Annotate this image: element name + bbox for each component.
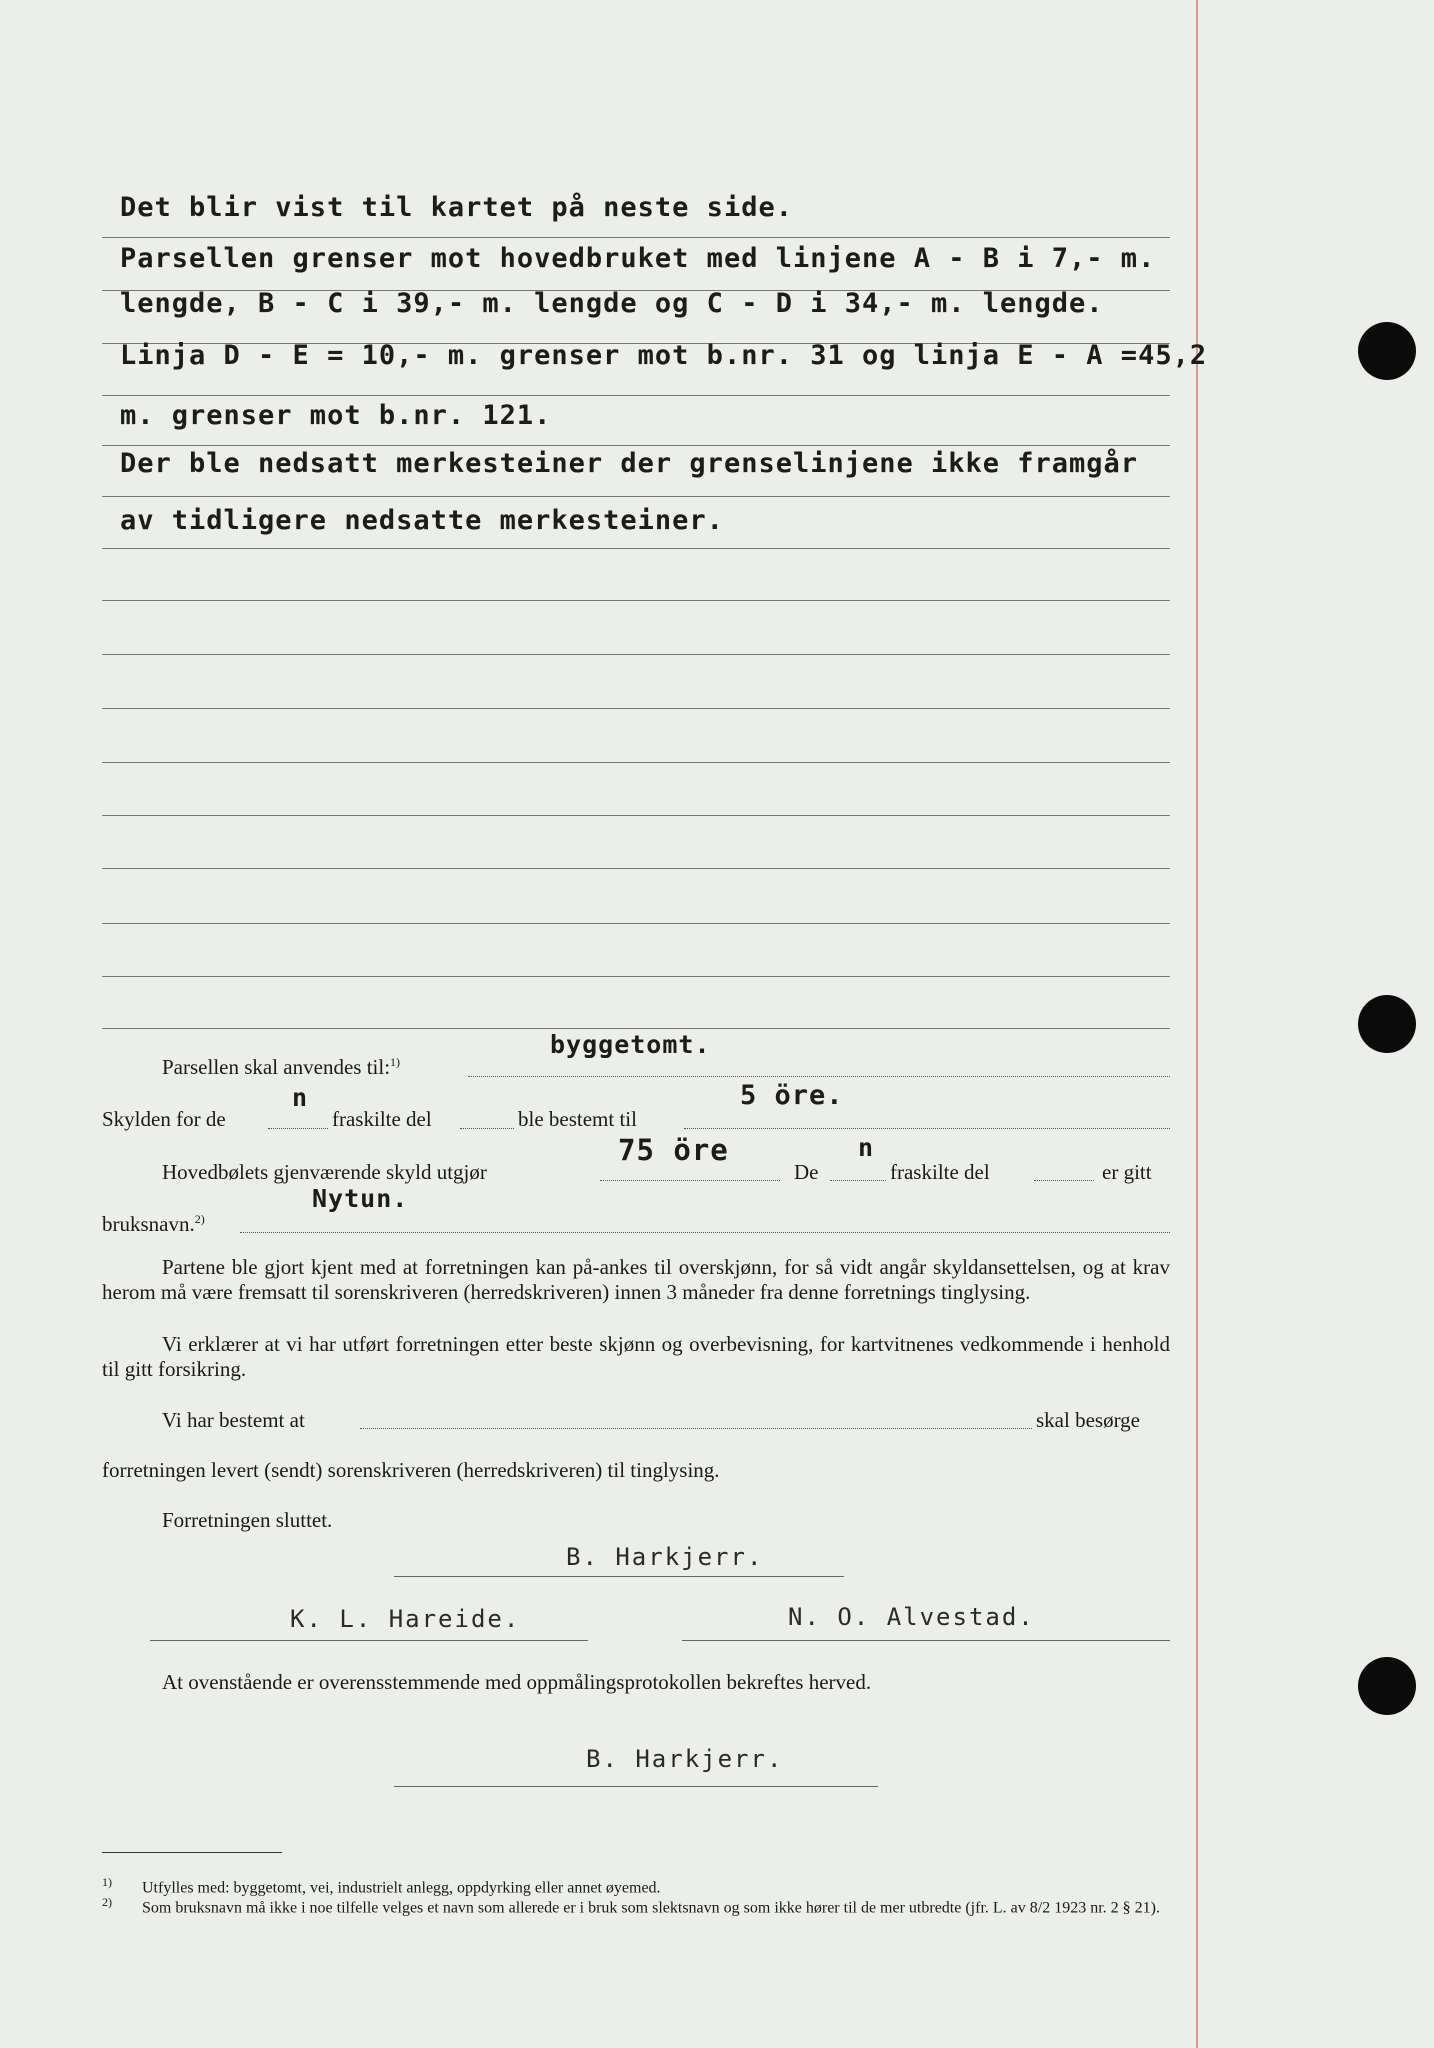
ruled-line <box>102 923 1170 924</box>
ruled-line <box>102 395 1170 396</box>
fill-line <box>600 1180 780 1181</box>
signature-3: N. O. Alvestad. <box>788 1603 1035 1631</box>
fill-line <box>240 1232 1170 1233</box>
besorge-suffix: skal besørge <box>1036 1408 1141 1432</box>
hoved-n: n <box>858 1133 875 1162</box>
signature-line <box>394 1576 844 1577</box>
signature-2: K. L. Hareide. <box>290 1605 521 1633</box>
signature-1: B. Harkjerr. <box>566 1543 764 1571</box>
typed-line: Linja D - E = 10,- m. grenser mot b.nr. 31 og linja E - A =45,2 <box>120 340 1208 371</box>
hoved-fraskilte: fraskilte del <box>890 1160 990 1184</box>
ruled-line <box>102 815 1170 816</box>
paragraph-ankes: Partene ble gjort kjent med at forretningen kan på-ankes til overskjønn, for så vidt angår skyldansettelsen, og at krav herom må være fremsatt til sorenskriveren (herredskriveren) innen 3 måneder fra denne forretnings tinglysing. <box>102 1255 1170 1304</box>
ruled-line <box>102 445 1170 446</box>
fill-line <box>684 1128 1170 1129</box>
fill-line <box>468 1076 1170 1077</box>
signature-line <box>682 1640 1170 1641</box>
hoved-gitt: er gitt <box>1102 1160 1152 1184</box>
signature-4: B. Harkjerr. <box>586 1745 784 1773</box>
hoved-de: De <box>794 1160 819 1184</box>
typed-line: Det blir vist til kartet på neste side. <box>120 192 793 223</box>
hoved-label: Hovedbølets gjenværende skyld utgjør <box>162 1160 487 1184</box>
signature-line <box>394 1786 878 1787</box>
typed-line: av tidligere nedsatte merkesteiner. <box>120 505 724 536</box>
typed-line: Der ble nedsatt merkesteiner der grenselinjene ikke framgår <box>120 448 1139 479</box>
ruled-line <box>102 548 1170 549</box>
fill-line <box>830 1180 886 1181</box>
sluttet-text: Forretningen sluttet. <box>162 1508 333 1532</box>
skyld-n: n <box>292 1083 309 1112</box>
punch-hole <box>1358 322 1416 380</box>
skyld-label: Skylden for de <box>102 1107 226 1131</box>
ruled-line <box>102 868 1170 869</box>
margin-line <box>1196 0 1198 2048</box>
ruled-line <box>102 600 1170 601</box>
anvendes-value: byggetomt. <box>550 1030 711 1059</box>
fill-line <box>268 1128 328 1129</box>
footnote-2: 2) Som bruksnavn må ikke i noe tilfelle velges et navn som allerede er i bruk som slektsnavn og som ikke hører til de mer utbredte (jfr. L. av 8/2 1923 nr. 2 § 21). <box>102 1895 1160 1917</box>
skyld-value: 5 öre. <box>740 1080 844 1111</box>
anvendes-label: Parsellen skal anvendes til:$^{1)}$ <box>162 1055 401 1079</box>
fill-line <box>460 1128 514 1129</box>
typed-line: Parsellen grenser mot hovedbruket med linjene A - B i 7,- m. <box>120 243 1156 274</box>
typed-line: lengde, B - C i 39,- m. lengde og C - D i 34,- m. lengde. <box>120 288 1104 319</box>
footnote-rule <box>102 1852 282 1853</box>
skyld-mid: fraskilte del <box>332 1107 432 1131</box>
ruled-line <box>102 496 1170 497</box>
bruksnavn-value: Nytun. <box>312 1184 409 1213</box>
ruled-line <box>102 762 1170 763</box>
bekreftes-text: At ovenstående er overensstemmende med oppmålingsprotokollen bekreftes herved. <box>162 1670 872 1694</box>
footnote-1: 1) Utfylles med: byggetomt, vei, industrielt anlegg, oppdyrking eller annet øyemed. <box>102 1875 661 1897</box>
paragraph-erklaerer: Vi erklærer at vi har utført forretningen etter beste skjønn og overbevisning, for kartvitnenes vedkommende i henhold til gitt forsikring. <box>102 1332 1170 1381</box>
punch-hole <box>1358 1657 1416 1715</box>
signature-line <box>150 1640 588 1641</box>
fill-line <box>360 1428 1032 1429</box>
typed-line: m. grenser mot b.nr. 121. <box>120 400 552 431</box>
levert-text: forretningen levert (sendt) sorenskriveren (herredskriveren) til tinglysing. <box>102 1458 720 1482</box>
bruksnavn-label: bruksnavn.$^{2)}$ <box>102 1212 205 1236</box>
punch-hole <box>1358 995 1416 1053</box>
ruled-line <box>102 708 1170 709</box>
besorge-prefix: Vi har bestemt at <box>162 1408 305 1432</box>
ruled-line <box>102 1028 1170 1029</box>
hoved-value: 75 öre <box>618 1133 729 1167</box>
ruled-line <box>102 654 1170 655</box>
ruled-line <box>102 237 1170 238</box>
skyld-mid2: ble bestemt til <box>518 1107 637 1131</box>
ruled-line <box>102 976 1170 977</box>
fill-line <box>1034 1180 1094 1181</box>
